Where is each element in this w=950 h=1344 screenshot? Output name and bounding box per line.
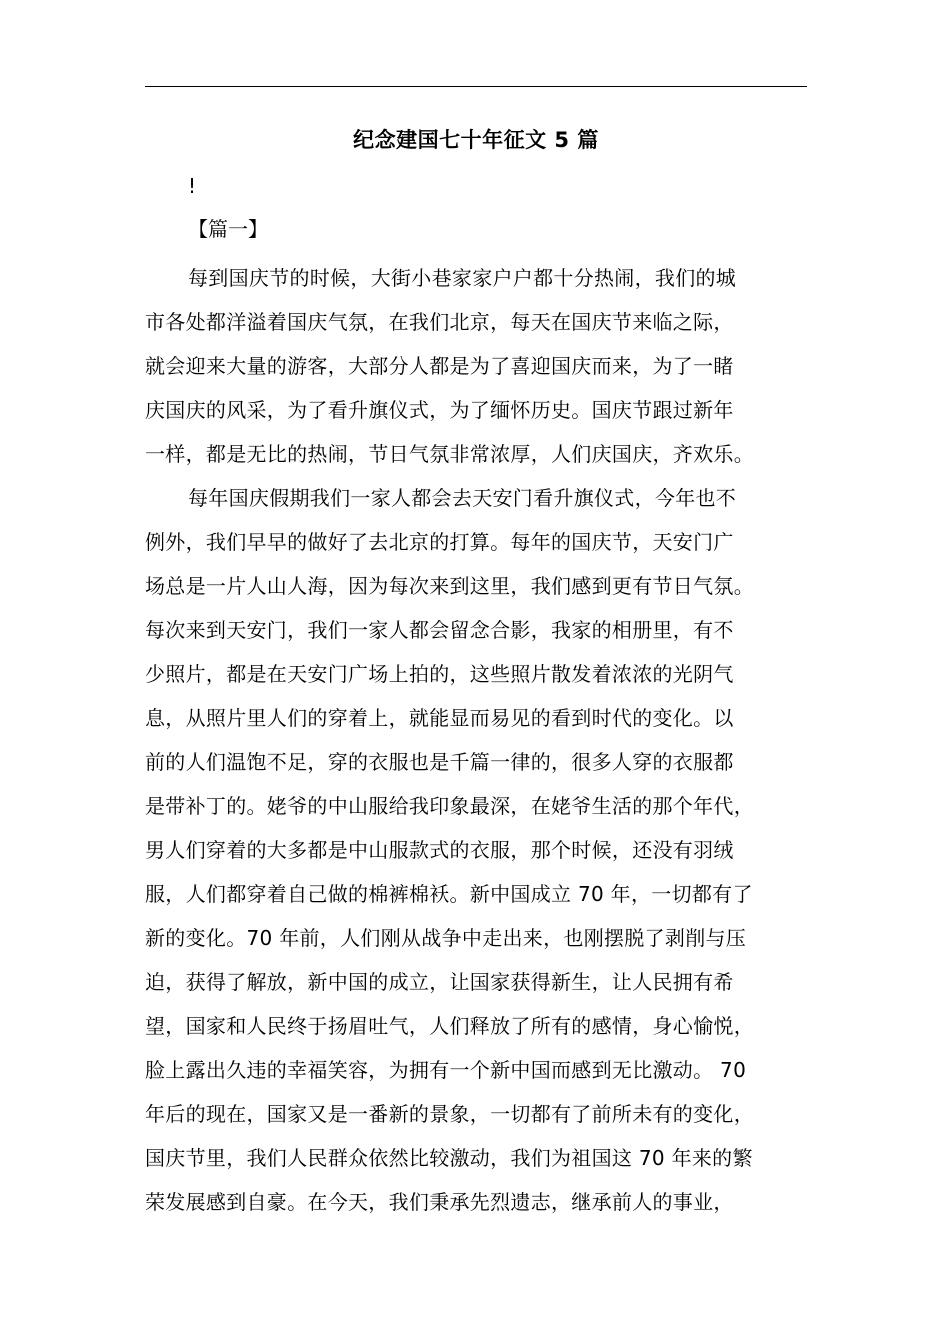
body-text bbox=[145, 256, 809, 1224]
text-line: 庆国庆的风采，为了看升旗仪式，为了缅怀历史。国庆节跟过新年 bbox=[145, 398, 734, 422]
text-line: 一样，都是无比的热闹，节日气氛非常浓厚，人们庆国庆，齐欢乐。 bbox=[145, 442, 754, 466]
text-line: 年后的现在，国家又是一番新的景象，一切都有了前所未有的变化， bbox=[145, 1102, 754, 1126]
text-line: 新的变化。70 年前，人们刚从战争中走出来，也刚摆脱了剥削与压 bbox=[145, 926, 747, 950]
document-title: 纪念建国七十年征文 5 篇 bbox=[353, 128, 599, 152]
text-line: 每次来到天安门，我们一家人都会留念合影，我家的相册里，有不 bbox=[145, 618, 734, 642]
text-line: 望，国家和人民终于扬眉吐气，人们释放了所有的感情，身心愉悦， bbox=[145, 1014, 754, 1038]
text-line: 每年国庆假期我们一家人都会去天安门看升旗仪式，今年也不 bbox=[188, 486, 737, 510]
text-line: 脸上露出久违的幸福笑容，为拥有一个新中国而感到无比激动。 70 bbox=[145, 1058, 747, 1082]
text-line: 息，从照片里人们的穿着上，就能显而易见的看到时代的变化。以 bbox=[145, 706, 734, 730]
text-line: 市各处都洋溢着国庆气氛，在我们北京，每天在国庆节来临之际， bbox=[145, 310, 734, 334]
text-line: 迫，获得了解放，新中国的成立，让国家获得新生，让人民拥有希 bbox=[145, 970, 734, 994]
text-line: 例外，我们早早的做好了去北京的打算。每年的国庆节，天安门广 bbox=[145, 530, 734, 554]
section-label: 【篇一】 bbox=[188, 217, 268, 241]
text-line: 场总是一片人山人海，因为每次来到这里，我们感到更有节日气氛。 bbox=[145, 574, 754, 598]
text-line: 国庆节里，我们人民群众依然比较激动，我们为祖国这 70 年来的繁 bbox=[145, 1146, 753, 1170]
text-line: 荣发展感到自豪。在今天，我们秉承先烈遗志，继承前人的事业， bbox=[145, 1190, 734, 1214]
text-line: 每到国庆节的时候，大街小巷家家户户都十分热闹，我们的城 bbox=[188, 266, 737, 290]
text-line: 少照片，都是在天安门广场上拍的，这些照片散发着浓浓的光阴气 bbox=[145, 662, 734, 686]
text-line: 是带补丁的。姥爷的中山服给我印象最深，在姥爷生活的那个年代， bbox=[145, 794, 754, 818]
text-line: 服，人们都穿着自己做的棉裤棉袄。新中国成立 70 年，一切都有了 bbox=[145, 882, 753, 906]
text-line: 男人们穿着的大多都是中山服款式的衣服，那个时候，还没有羽绒 bbox=[145, 838, 734, 862]
text-line: 前的人们温饱不足，穿的衣服也是千篇一律的，很多人穿的衣服都 bbox=[145, 750, 734, 774]
header-rule bbox=[145, 86, 807, 87]
text-line: 就会迎来大量的游客，大部分人都是为了喜迎国庆而来，为了一睹 bbox=[145, 354, 734, 378]
exclamation-mark: ! bbox=[188, 174, 197, 198]
